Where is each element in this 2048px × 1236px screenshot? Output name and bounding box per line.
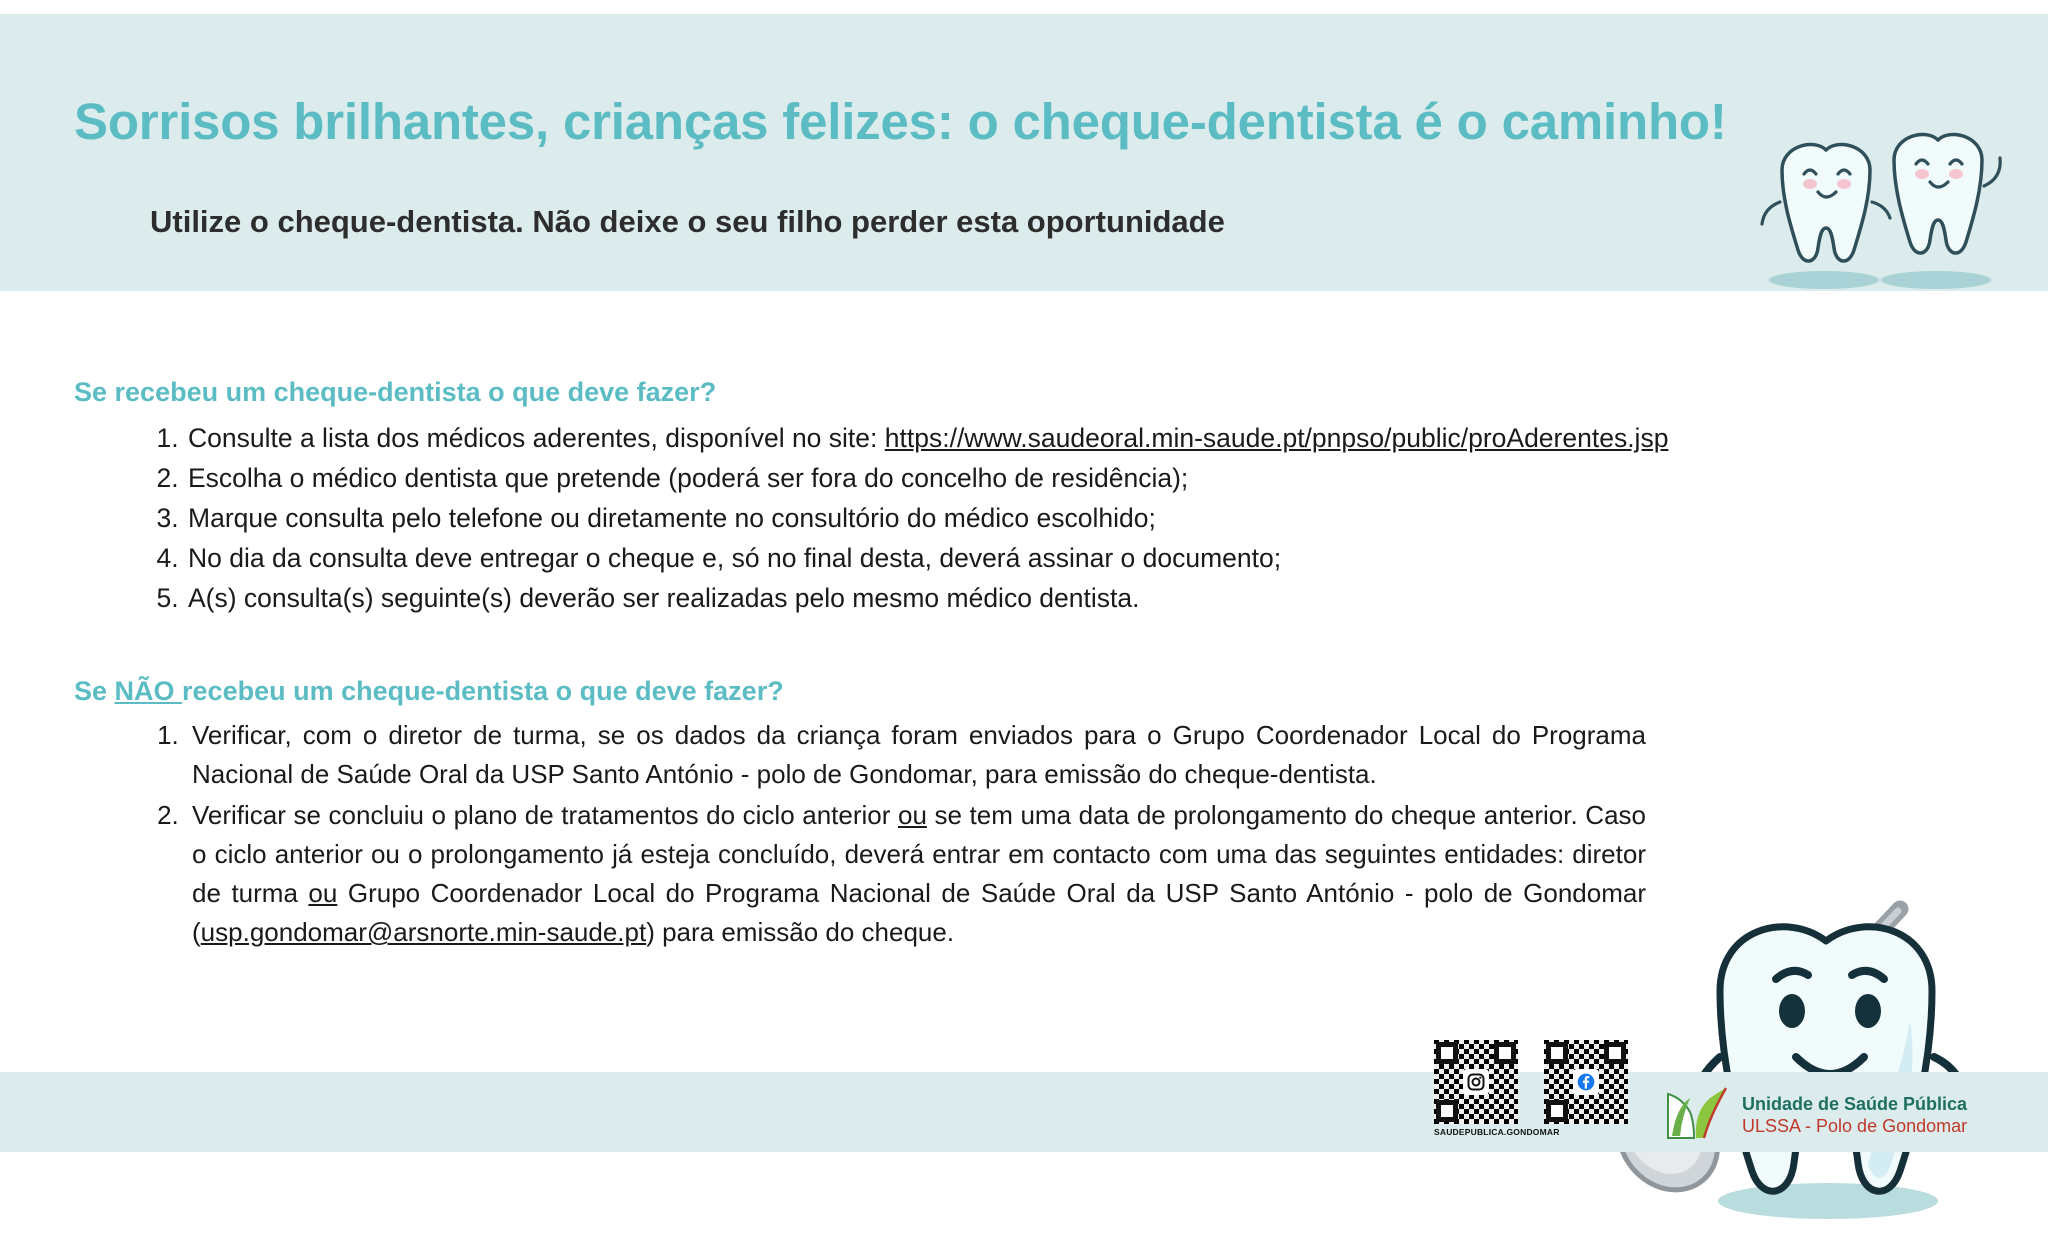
list-item: 2. Escolha o médico dentista que pretende (poderá ser fora do concelho de residência); [186,458,1936,498]
main-content [0,291,2048,1071]
instagram-icon [1463,1069,1489,1095]
usp-logo-line-1: Unidade de Saúde Pública [1742,1093,1968,1114]
aderentes-link[interactable]: https://www.saudeoral.min-saude.pt/pnpso/public/proAderentes.jsp [884,423,1669,453]
list-item-text-part: Verificar se concluiu o plano de tratamentos do ciclo anterior [192,800,898,830]
list-item: 5. A(s) consulta(s) seguinte(s) deverão ser realizadas pelo mesmo médico dentista. [186,578,1936,618]
section-two-heading-after: recebeu um cheque-dentista o que deve fazer? [182,676,784,706]
section-one-heading: Se recebeu um cheque-dentista o que deve fazer? [74,377,717,407]
list-item: 3. Marque consulta pelo telefone ou diretamente no consultório do médico escolhido; [186,498,1936,538]
section-two-list [130,716,1646,954]
section-two-heading-emphasis: NÃO [114,676,183,706]
emphasis-ou: ou [898,800,927,830]
section-one-list [138,418,1936,618]
list-item-text-part: ) para emissão do cheque. [646,917,955,947]
qr-instagram-caption: SAUDEPUBLICA.GONDOMAR [1434,1127,1560,1137]
list-item [186,418,1936,458]
qr-code-instagram[interactable] [1434,1040,1560,1137]
qr-instagram-image [1434,1040,1518,1124]
page-subtitle: Utilize o cheque-dentista. Não deixe o seu filho perder esta oportunidade [150,204,1225,239]
list-item-text: Consulte a lista dos médicos aderentes, disponível no site: [188,423,885,453]
qr-facebook-image [1544,1040,1628,1124]
section-two-heading-before: Se [74,676,115,706]
qr-code-facebook[interactable] [1544,1040,1628,1124]
list-item-text-part: Grupo Coordenador Local do Programa Nacional de Saúde Oral da USP Santo António - polo de Gondomar ( [192,878,1646,947]
emphasis-ou: ou [308,878,338,908]
list-item: 4. No dia da consulta deve entregar o cheque e, só no final desta, deverá assinar o documento; [186,538,1936,578]
usp-logo-line-2: ULSSA - Polo de Gondomar [1742,1115,1968,1136]
header-banner [0,14,2048,291]
list-item-text-part: se tem uma data de prolongamento do cheque anterior. Caso o ciclo anterior ou o prolongamento já esteja concluído, deverá entrar em contacto com uma das seguintes entidades: diretor de turma [192,800,1646,908]
list-item: 1. Verificar, com o diretor de turma, se os dados da criança foram enviados para o Grupo Coordenador Local do Programa Nacional de Saúde Oral da USP Santo António - polo de Gondomar, para emissão do cheque-dentista. [186,716,1646,794]
usp-logo-block [1660,1082,1967,1147]
list-item [186,796,1646,952]
section-two-heading [74,676,784,707]
usp-leaf-logo [1660,1082,1730,1147]
facebook-icon [1573,1069,1599,1095]
tooth-with-dental-mirror-icon [1580,871,2000,1231]
page-title: Sorrisos brilhantes, crianças felizes: o cheque-dentista é o caminho! [74,93,1727,150]
happy-teeth-pair-icon [1744,132,2024,291]
contact-email-link[interactable]: usp.gondomar@arsnorte.min-saude.pt [200,917,647,947]
